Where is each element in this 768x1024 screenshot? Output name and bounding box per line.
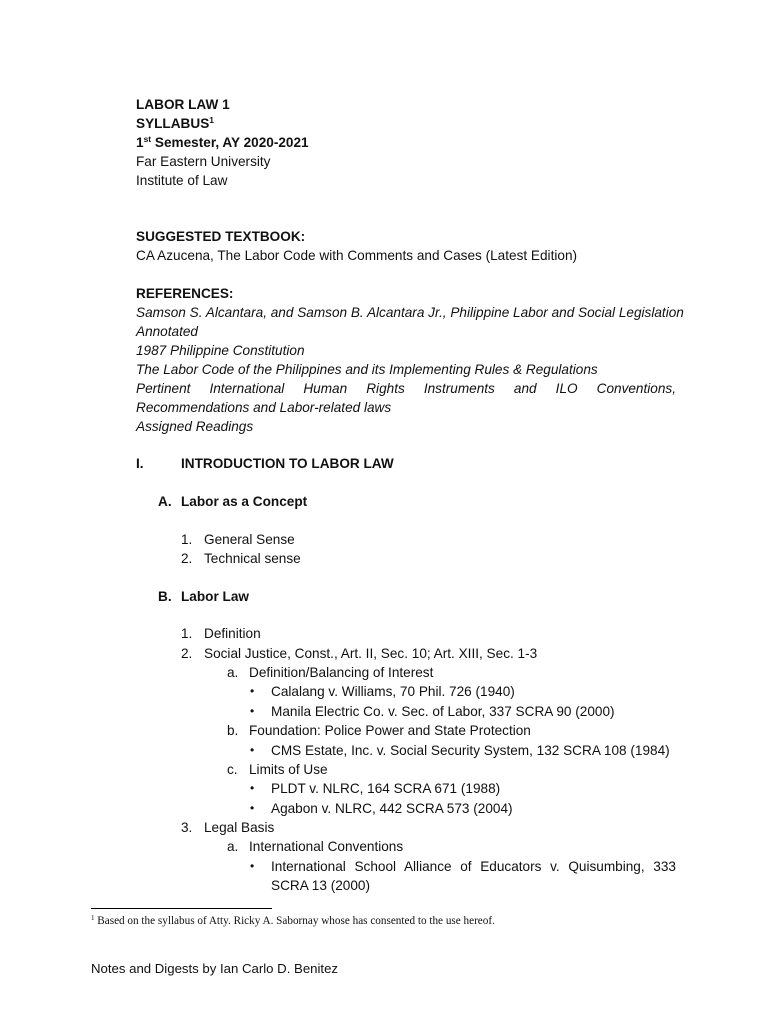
textbook-section [136, 227, 676, 265]
bullet-icon: • [250, 781, 255, 795]
list-marker: 3. [181, 820, 193, 835]
case-citation: Manila Electric Co. v. Sec. of Labor, 337 SCRA 90 (2000) [271, 704, 615, 719]
course-title: LABOR LAW 1 [136, 97, 230, 112]
bullet-icon: • [250, 859, 255, 873]
outline-letter: B. [158, 589, 172, 604]
case-citation-continued: SCRA 13 (2000) [271, 878, 370, 893]
sublist-marker: a. [227, 665, 239, 680]
list-item: Technical sense [204, 551, 301, 566]
list-marker: 1. [181, 626, 193, 641]
list-item: General Sense [204, 532, 295, 547]
institute-name: Institute of Law [136, 173, 228, 188]
reference-item: Pertinent International Human Rights Instruments and ILO Conventions, [136, 381, 676, 396]
page-footer: Notes and Digests by Ian Carlo D. Benitez [91, 961, 339, 976]
section-number: I. [136, 456, 144, 471]
list-item: Legal Basis [204, 820, 275, 835]
sublist-item: International Conventions [249, 839, 404, 854]
reference-item: Samson S. Alcantara, and Samson B. Alcantara Jr., Philippine Labor and Social Legislation [136, 305, 684, 320]
list-item: Definition [204, 626, 261, 641]
sublist-marker: c. [227, 762, 238, 777]
textbook-heading: SUGGESTED TEXTBOOK: [136, 229, 306, 244]
case-citation: PLDT v. NLRC, 164 SCRA 671 (1988) [271, 781, 501, 796]
university-name: Far Eastern University [136, 154, 271, 169]
list-item: Social Justice, Const., Art. II, Sec. 10; Art. XIII, Sec. 1-3 [204, 646, 538, 661]
list-marker: 2. [181, 646, 193, 661]
footnote-text: Based on the syllabus of Atty. Ricky A. Sabornay whose has consented to the use hereof. [94, 915, 495, 927]
reference-item: The Labor Code of the Philippines and its Implementing Rules & Regulations [136, 362, 598, 377]
outline-letter: A. [158, 494, 172, 509]
bullet-icon: • [250, 743, 255, 757]
semester-line: 1st Semester, AY 2020-2021 [136, 134, 309, 150]
textbook-title: CA Azucena, The Labor Code with Comments and Cases (Latest Edition) [136, 248, 578, 263]
case-citation: International School Alliance of Educators v. Quisumbing, 333 [271, 859, 676, 874]
reference-item: Recommendations and Labor-related laws [136, 400, 392, 415]
case-citation: CMS Estate, Inc. v. Social Security System, 132 SCRA 108 (1984) [271, 743, 670, 758]
reference-item: 1987 Philippine Constitution [136, 343, 305, 358]
case-citation: Agabon v. NLRC, 442 SCRA 573 (2004) [271, 801, 513, 816]
document-header [136, 95, 676, 190]
section-title: INTRODUCTION TO LABOR LAW [181, 456, 394, 471]
outline-heading: Labor Law [181, 589, 249, 604]
list-marker: 1. [181, 532, 193, 547]
footnote-divider [91, 908, 272, 909]
reference-item: Annotated [136, 324, 198, 339]
sublist-item: Foundation: Police Power and State Protection [249, 723, 531, 738]
footnote-ref: 1 [209, 115, 214, 125]
bullet-icon: • [250, 684, 255, 698]
syllabus-title: SYLLABUS$^1$ [136, 115, 214, 131]
sublist-marker: b. [227, 723, 239, 738]
outline-heading: Labor as a Concept [181, 494, 308, 509]
references-section [136, 284, 684, 436]
bullet-icon: • [250, 801, 255, 815]
footnote [91, 915, 495, 927]
sublist-marker: a. [227, 839, 239, 854]
sublist-item: Definition/Balancing of Interest [249, 665, 434, 680]
reference-item: Assigned Readings [136, 419, 254, 434]
list-marker: 2. [181, 551, 193, 566]
sublist-item: Limits of Use [249, 762, 328, 777]
case-citation: Calalang v. Williams, 70 Phil. 726 (1940) [271, 684, 515, 699]
footnote-mark: 1 [91, 914, 95, 922]
references-heading: REFERENCES: [136, 286, 234, 301]
bullet-icon: • [250, 704, 255, 718]
